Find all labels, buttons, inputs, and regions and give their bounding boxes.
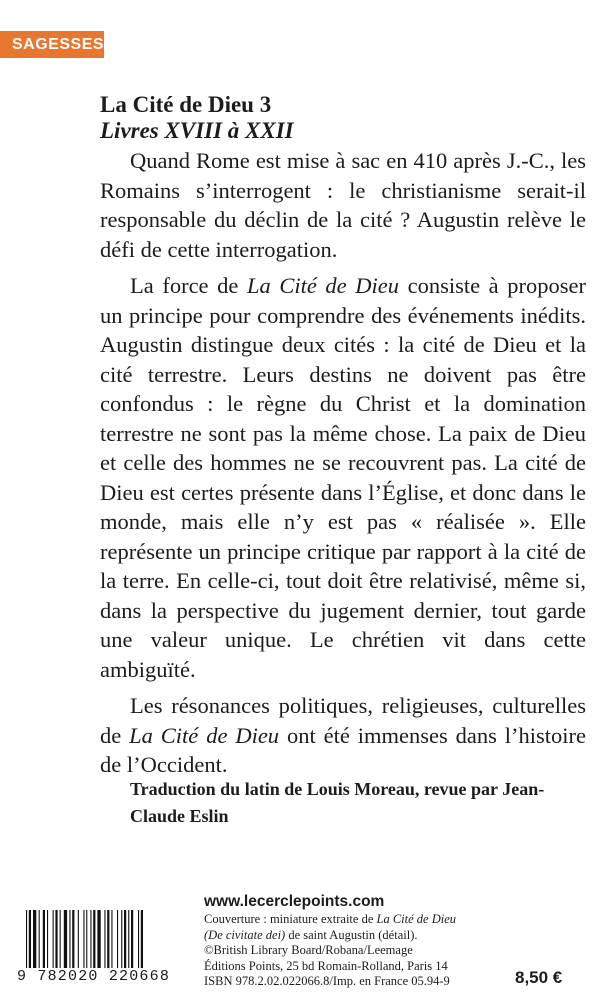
book-subtitle: Livres XVIII à XXII [100, 118, 294, 143]
barcode-bar [69, 910, 70, 974]
barcode-bar [104, 910, 105, 974]
barcode-bar [86, 910, 87, 974]
barcode-bar [60, 910, 61, 974]
publisher-address: Éditions Points, 25 bd Romain-Rolland, Paris 14 [204, 958, 448, 973]
series-badge: SAGESSES [0, 31, 104, 58]
barcode-bar [117, 910, 118, 974]
barcode-bar [64, 910, 67, 974]
barcode-number: 9 782020 220668 [17, 968, 171, 985]
p3-book-title: La Cité de Dieu [129, 722, 280, 748]
barcode-bar [128, 910, 129, 974]
barcode-bar [26, 910, 27, 974]
cover-credit-line-2 [204, 928, 504, 944]
barcode-bar [55, 910, 57, 974]
barcode-bar [43, 910, 45, 974]
barcode [12, 908, 194, 992]
cover-credit-title: La Cité de Dieu [376, 912, 457, 926]
barcode-bar [107, 910, 109, 974]
barcode-bar [121, 910, 122, 974]
barcode-bar [47, 910, 48, 974]
description-paragraph-2 [100, 271, 586, 684]
cover-credit-line-3: ©British Library Board/Robana/Leemage [204, 943, 413, 957]
barcode-bar [78, 910, 79, 974]
barcode-bar [39, 910, 40, 974]
barcode-bar [93, 910, 95, 974]
p2-book-title: La Cité de Dieu [246, 273, 399, 298]
barcode-bar [131, 910, 133, 974]
cover-credit-latin-title: (De civitate dei) [204, 927, 286, 942]
isbn-line: ISBN 978.2.02.022066.8/Imp. en France 05.94-9 [204, 974, 450, 988]
p2-text-end: consiste à proposer un principe pour comprendre des événements inédits. Augustin distingue deux cités : la cité de Dieu et la cité terrestre. Leurs destins ne doivent pas être confondus : le règne du Christ et la domination terrestre ne sont pas la même chose. La paix de Dieu et celle des hommes ne se recouvrent pas. La cité de Dieu est certes présente dans l’Église, et donc dans le monde, mais elle n’y est pas « réalisée ». Elle représente un principe critique par rapport à la cité de la terre. En celle-ci, tout doit être relativisé, même si, dans la perspective du jugement dernier, tout garde une valeur unique. Le chrétien vit dans cette ambiguïté. [100, 273, 586, 682]
barcode-bar [33, 910, 36, 974]
p3-text-end: ont été immenses dans l’histoire de l’Occident. [100, 722, 586, 777]
barcode-bar [111, 910, 112, 974]
barcode-bar [29, 910, 31, 974]
description [100, 146, 586, 787]
p3-text-start: Les résonances politiques, religieuses, culturelles de [100, 693, 586, 748]
barcode-bar [53, 910, 54, 974]
translation-credit: Traduction du latin de Louis Moreau, revue par Jean-Claude Eslin [130, 779, 545, 826]
description-paragraph-1: Quand Rome est mise à sac en 410 après J.-C., les Romains s’interrogent : le christianisme serait-il responsable du déclin de la cité ? Augustin relève le défi de cette interrogation. [100, 148, 586, 262]
barcode-bar [97, 910, 100, 974]
book-title: La Cité de Dieu 3 [100, 92, 272, 117]
cover-credit-text: Couverture : miniature extraite de [204, 912, 377, 926]
barcode-bar [124, 910, 126, 974]
barcode-bar [138, 910, 139, 974]
cover-credit-line-1 [204, 912, 504, 928]
barcode-bar [83, 910, 84, 974]
website-link[interactable]: www.lecerclepoints.com [204, 893, 385, 910]
barcode-bar [90, 910, 91, 974]
colophon [204, 912, 504, 990]
barcode-bar [72, 910, 74, 974]
cover-credit-author: de saint Augustin (détail). [285, 927, 418, 942]
description-paragraph-3 [100, 691, 586, 780]
barcode-bar [141, 910, 143, 974]
p2-text-start: La force de [130, 273, 247, 298]
price: 8,50 € [515, 968, 563, 987]
